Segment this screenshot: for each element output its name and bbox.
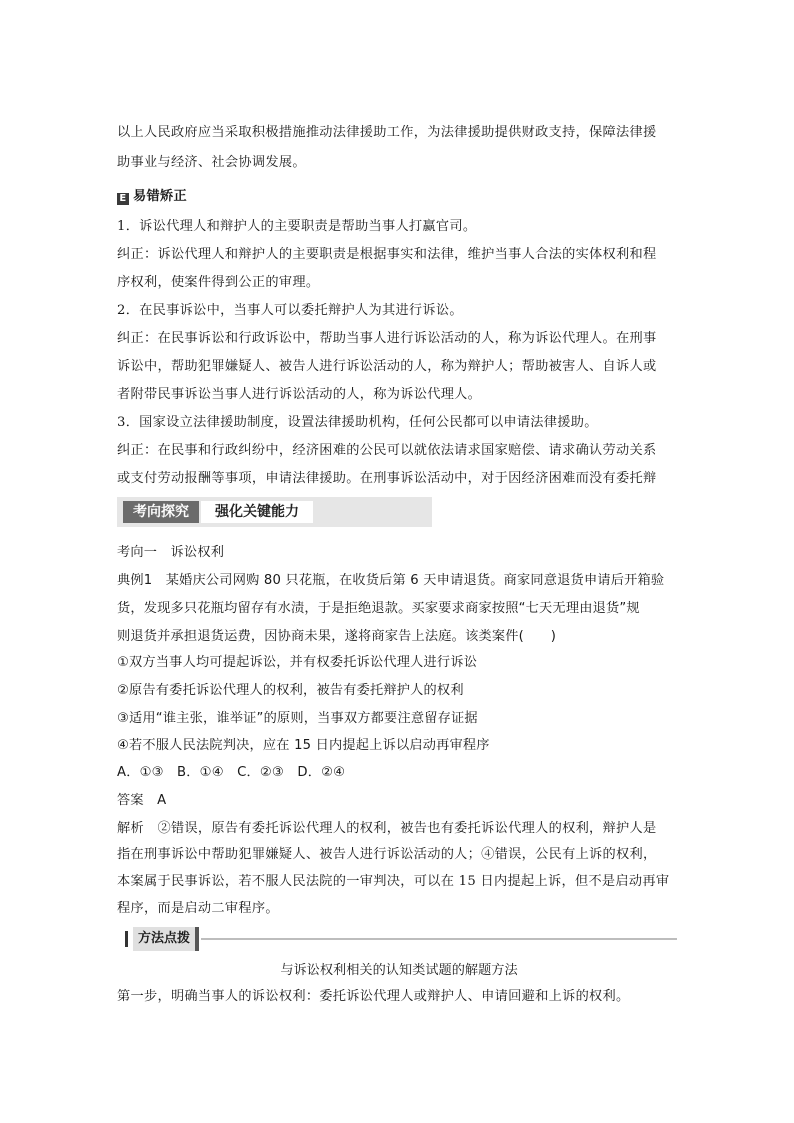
method-tail-decoration [195, 927, 199, 951]
error-item-3-fix-line: 纠正：在民事和行政纠纷中，经济困难的公民可以就依法请求国家赔偿、请求确认劳动关系 [117, 443, 657, 458]
method-tip-label: 方法点拨 [133, 927, 195, 951]
method-title: 与诉讼权利相关的认知类试题的解题方法 [280, 963, 518, 978]
section-e-icon: E [117, 193, 129, 205]
option-item: ①双方当事人均可提起诉讼，并有权委托诉讼代理人进行诉讼 [117, 655, 478, 670]
banner-label: 考向探究 [123, 501, 199, 523]
method-bar-decoration [125, 931, 128, 947]
section-banner [117, 497, 432, 527]
method-step-1: 第一步，明确当事人的诉讼权利：委托诉讼代理人或辩护人、申请回避和上诉的权利。 [117, 989, 630, 1004]
error-item-2-question: 2．在民事诉讼中，当事人可以委托辩护人为其进行诉讼。 [117, 303, 463, 318]
answer-choices: A．①③ B．①④ C．②③ D．②④ [117, 765, 346, 780]
method-tip-header [117, 927, 677, 951]
analysis-line: 程序，而是启动二审程序。 [117, 901, 279, 916]
analysis-line: 解析 ②错误，原告有委托诉讼代理人的权利，被告也有委托诉讼代理人的权利，辩护人是 [117, 821, 657, 836]
option-item: ④若不服人民法院判决，应在 15 日内提起上诉以启动再审程序 [117, 738, 490, 753]
error-item-1-fix-line: 序权利，使案件得到公正的审理。 [117, 275, 320, 290]
method-divider [201, 938, 677, 940]
analysis-line: 指在刑事诉讼中帮助犯罪嫌疑人、被告人进行诉讼活动的人；④错误，公民有上诉的权利， [117, 847, 657, 862]
analysis-line: 本案属于民事诉讼，若不服人民法院的一审判决，可以在 15 日内提起上诉，但不是启动再审 [117, 874, 670, 889]
example-line: 典例1 某婚庆公司网购 80 只花瓶，在收货后第 6 天申请退货。商家同意退货申请后开箱验 [117, 573, 665, 588]
error-item-1-question: 1．诉讼代理人和辩护人的主要职责是帮助当事人打赢官司。 [117, 219, 477, 234]
answer-label: 答案 A [117, 793, 167, 808]
option-item: ③适用“谁主张，谁举证”的原则，当事双方都要注意留存证据 [117, 711, 478, 726]
error-item-3-question: 3．国家设立法律援助制度，设置法律援助机构，任何公民都可以申请法律援助。 [117, 415, 598, 430]
banner-subtitle: 强化关键能力 [201, 501, 313, 523]
intro-line-2: 助事业与经济、社会协调发展。 [117, 155, 306, 170]
error-item-2-fix-line: 者附带民事诉讼当事人进行诉讼活动的人，称为诉讼代理人。 [117, 387, 482, 402]
error-correction-title: 易错矫正 [133, 189, 187, 204]
example-line: 则退货并承担退货运费，因协商未果，遂将商家告上法庭。该类案件( ) [117, 629, 557, 644]
error-item-2-fix-line: 纠正：在民事诉讼和行政诉讼中，帮助当事人进行诉讼活动的人，称为诉讼代理人。在刑事 [117, 331, 657, 346]
example-line: 货，发现多只花瓶均留存有水渍，于是拒绝退款。买家要求商家按照“七天无理由退货”规 [117, 601, 640, 616]
intro-line-1: 以上人民政府应当采取积极措施推动法律援助工作，为法律援助提供财政支持，保障法律援 [117, 125, 657, 140]
option-item: ②原告有委托诉讼代理人的权利，被告有委托辩护人的权利 [117, 683, 464, 698]
error-item-2-fix-line: 诉讼中，帮助犯罪嫌疑人、被告人进行诉讼活动的人，称为辩护人；帮助被害人、自诉人或 [117, 359, 657, 374]
section-title: 考向一 诉讼权利 [117, 545, 225, 560]
error-correction-heading [117, 182, 681, 212]
error-item-1-fix-line: 纠正：诉讼代理人和辩护人的主要职责是根据事实和法律，维护当事人合法的实体权利和程 [117, 247, 657, 262]
error-item-3-fix-line: 或支付劳动报酬等事项，申请法律援助。在刑事诉讼活动中，对于因经济困难而没有委托辩 [117, 471, 657, 486]
